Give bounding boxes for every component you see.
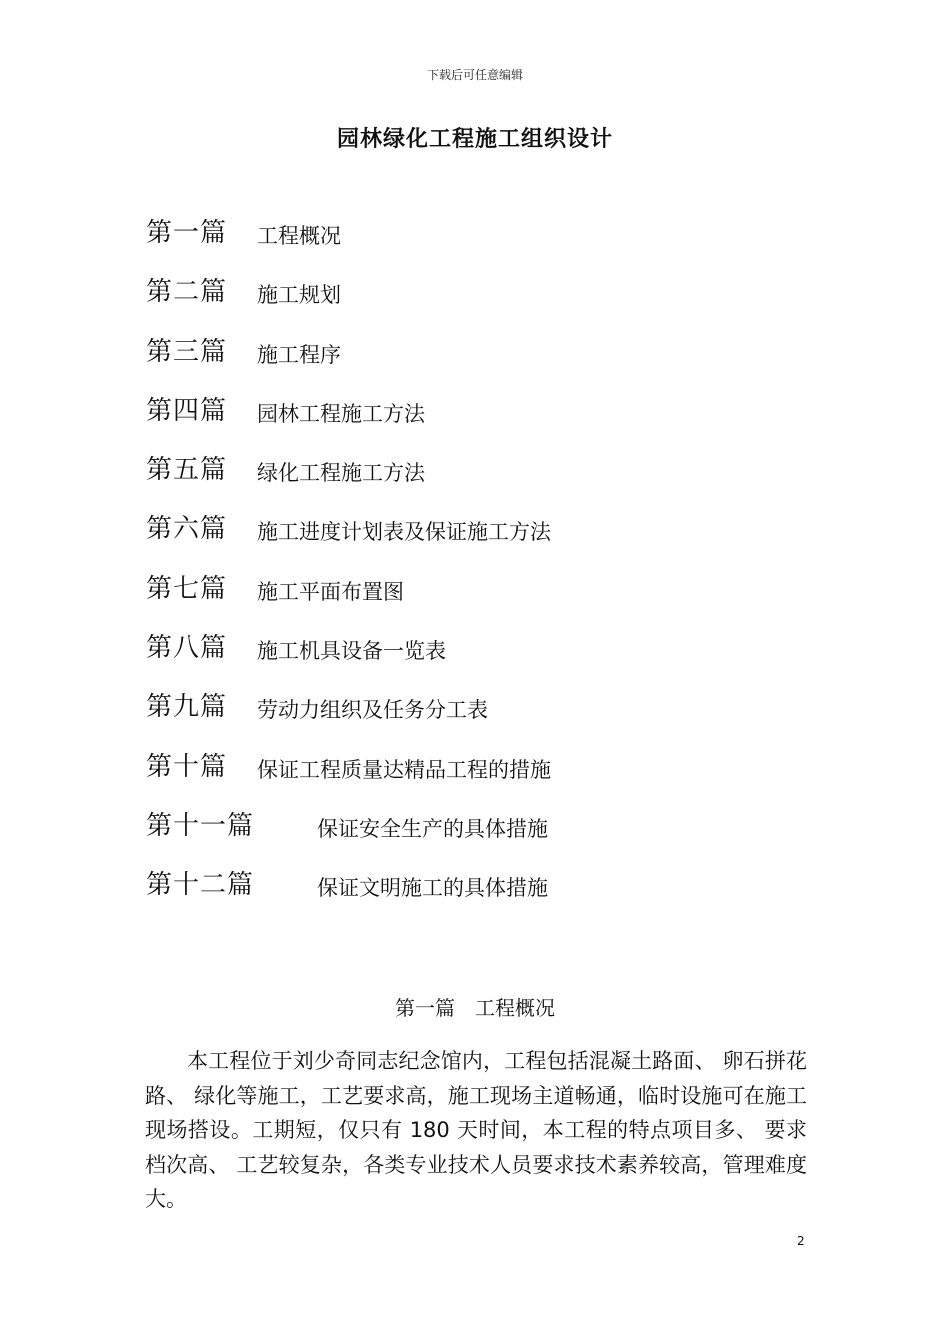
toc-item bbox=[146, 566, 846, 625]
table-of-contents bbox=[146, 210, 846, 922]
page-number: 2 bbox=[797, 1234, 805, 1248]
toc-chapter-number: 第十二篇 bbox=[146, 870, 255, 901]
toc-item bbox=[146, 803, 846, 862]
toc-item bbox=[146, 744, 846, 803]
toc-chapter-number: 第八篇 bbox=[146, 633, 228, 664]
toc-chapter-number: 第二篇 bbox=[146, 277, 228, 308]
toc-chapter-title: 施工程序 bbox=[257, 342, 341, 367]
toc-chapter-title: 施工平面布置图 bbox=[257, 579, 404, 604]
toc-chapter-title: 施工进度计划表及保证施工方法 bbox=[257, 520, 551, 545]
toc-chapter-title: 绿化工程施工方法 bbox=[257, 461, 425, 486]
toc-item bbox=[146, 684, 846, 743]
toc-item bbox=[146, 506, 846, 565]
toc-chapter-title: 劳动力组织及任务分工表 bbox=[257, 698, 488, 723]
toc-chapter-number: 第三篇 bbox=[146, 336, 228, 367]
toc-chapter-number: 第七篇 bbox=[146, 573, 228, 604]
toc-item bbox=[146, 329, 846, 388]
section-heading: 第一篇 工程概况 bbox=[395, 996, 555, 1020]
toc-chapter-number: 第九篇 bbox=[146, 692, 228, 723]
toc-item bbox=[146, 269, 846, 328]
toc-chapter-title: 施工机具设备一览表 bbox=[257, 639, 446, 664]
toc-chapter-number: 第十一篇 bbox=[146, 810, 255, 841]
toc-chapter-title: 保证文明施工的具体措施 bbox=[317, 876, 548, 901]
toc-chapter-title: 施工规划 bbox=[257, 283, 341, 308]
toc-item bbox=[146, 388, 846, 447]
toc-chapter-title: 工程概况 bbox=[257, 224, 341, 248]
body-paragraph: 本工程位于刘少奇同志纪念馆内，工程包括混凝土路面、 卵石拼花路、 绿化等施工，工艺要求高，施工现场主道畅通，临时设施可在施工现场搭设。工期短，仅只有 180 天时间，本工程的特点项目多、 要求档次高、 工艺较复杂，各类专业技术人员要求技术素养较高，管理难度大。 bbox=[145, 1049, 807, 1211]
toc-chapter-number: 第一篇 bbox=[146, 218, 228, 248]
toc-item bbox=[146, 447, 846, 506]
toc-chapter-number: 第五篇 bbox=[146, 455, 228, 486]
toc-chapter-title: 保证安全生产的具体措施 bbox=[317, 816, 548, 841]
header-note: 下载后可任意编辑 bbox=[426, 68, 523, 82]
toc-chapter-number: 第四篇 bbox=[146, 395, 228, 426]
toc-item bbox=[146, 862, 846, 921]
document-title: 园林绿化工程施工组织设计 bbox=[336, 127, 613, 152]
toc-chapter-number: 第六篇 bbox=[146, 514, 228, 545]
toc-chapter-title: 保证工程质量达精品工程的措施 bbox=[257, 757, 551, 782]
toc-chapter-title: 园林工程施工方法 bbox=[257, 401, 425, 426]
toc-item bbox=[146, 210, 846, 269]
toc-item bbox=[146, 625, 846, 684]
toc-chapter-number: 第十篇 bbox=[146, 751, 228, 782]
